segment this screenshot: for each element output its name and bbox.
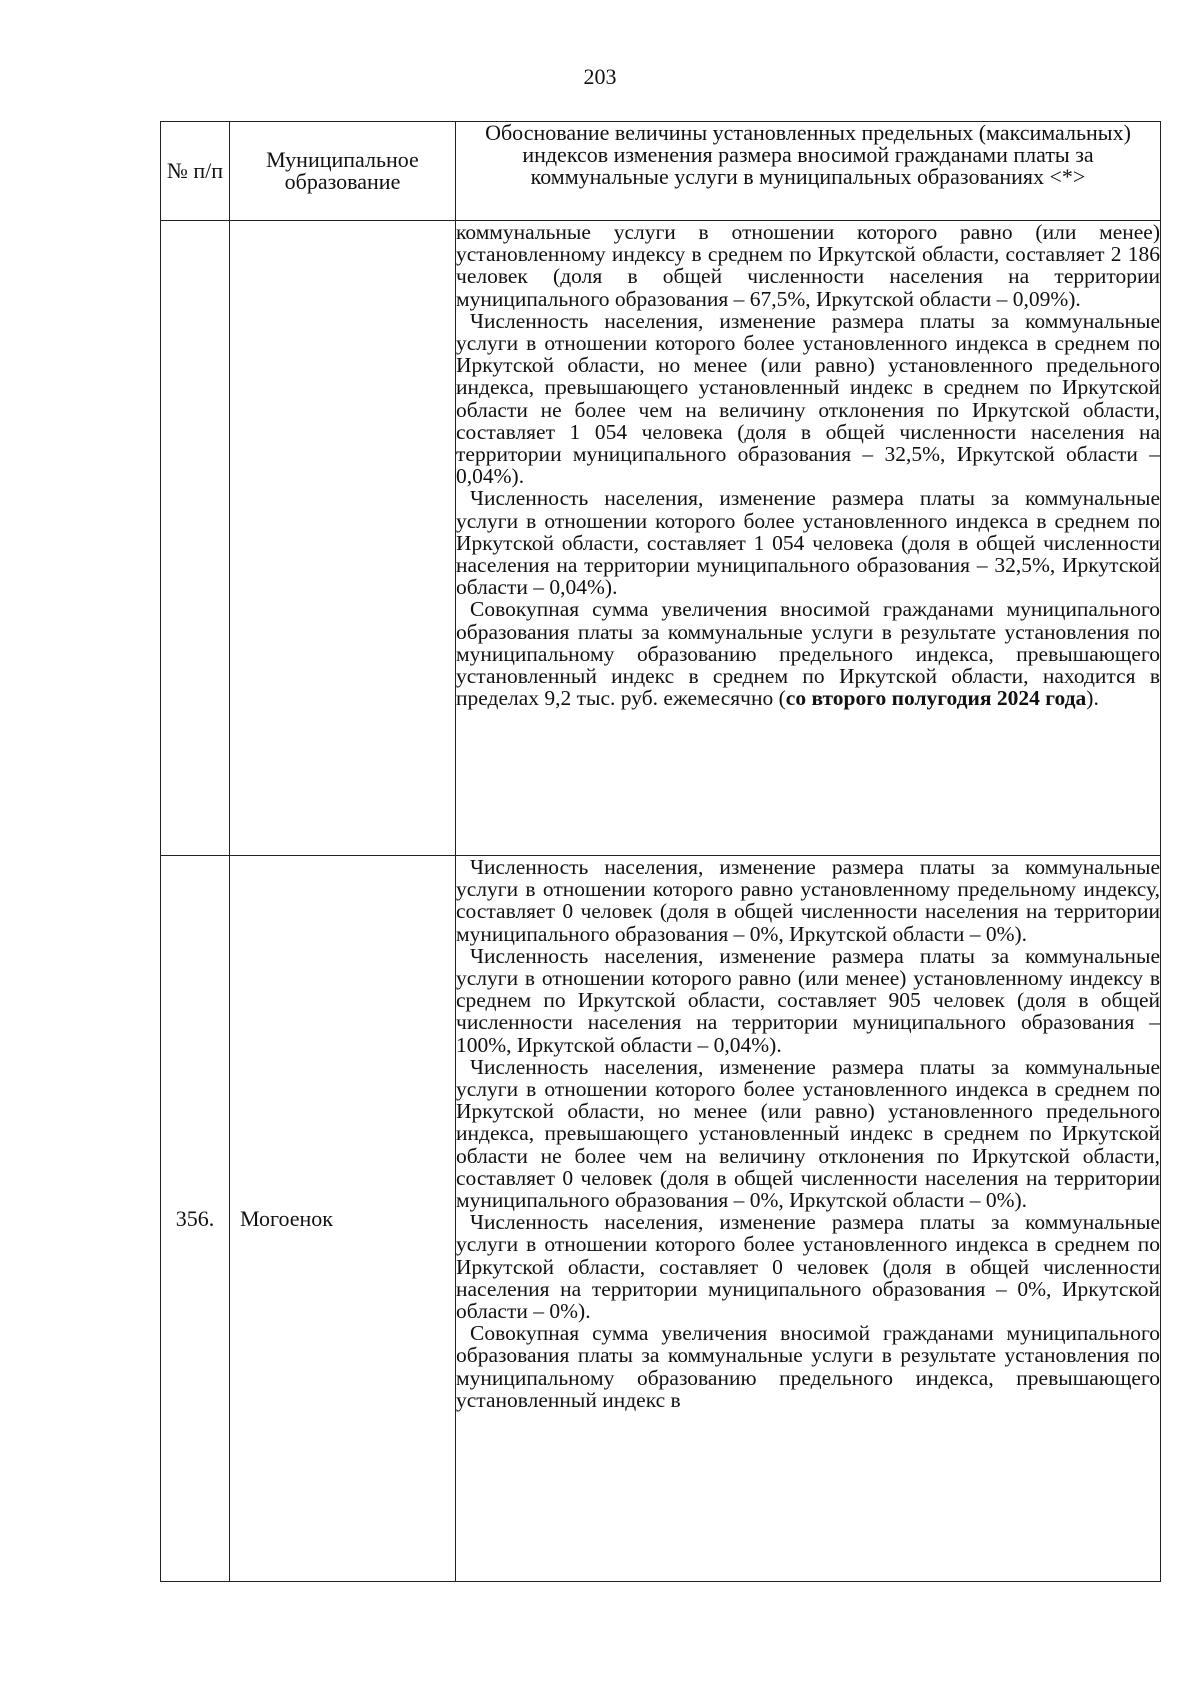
row-number <box>161 221 230 856</box>
index-justification-table <box>160 121 1161 1582</box>
paragraph: Численность населения, изменение размера платы за коммунальные услуги в отношении которого равно установленному предельному индексу, составляет 0 человек (доля в общей численности населения на территории муниципального образования – 0%, Иркутской области – 0%). <box>456 855 1160 946</box>
table-row <box>161 221 1161 856</box>
header-municipality: Муниципальное образование <box>230 122 456 221</box>
page-number: 203 <box>583 64 617 89</box>
row-municipality: Могоенок <box>230 856 456 1582</box>
row-number: 356. <box>161 856 230 1582</box>
paragraph: коммунальные услуги в отношении которого равно (или менее) установленному индексу в среднем по Иркутской области, составляет 2 186 человек (доля в общей численности населения на территории муниципального образования – 67,5%, Иркутской области – 0,09%). <box>456 220 1160 311</box>
paragraph: Численность населения, изменение размера платы за коммунальные услуги в отношении которого более установленного индекса в среднем по Иркутской области, составляет 1 054 человека (доля в общей численности населения на территории муниципального образования – 32,5%, Иркутской области – 0,04%). <box>456 486 1160 600</box>
header-num: № п/п <box>161 122 230 221</box>
paragraph-text: Совокупная сумма увеличения вносимой гражданами муниципального образования платы за коммунальные услуги в результате установления по муниципальному образованию предельного индекса, превышающего установленный индекс в среднем по Иркутской области, находится в пределах 9,2 тыс. руб. ежемесячно ( <box>456 597 1160 711</box>
period-bold-text: со второго полугодия 2024 года <box>785 686 1087 711</box>
row-justification <box>456 221 1161 856</box>
row-justification <box>456 856 1161 1582</box>
paragraph-end: ). <box>1086 686 1099 711</box>
paragraph: Численность населения, изменение размера платы за коммунальные услуги в отношении которого более установленного индекса в среднем по Иркутской области, но менее (или равно) установленного предельного индекса, превышающего установленный индекс в среднем по Иркутской области не более чем на величину отклонения по Иркутской области, составляет 0 человек (доля в общей численности населения на территории муниципального образования – 0%, Иркутской области – 0%). <box>456 1054 1160 1213</box>
table-header-row <box>161 122 1161 221</box>
row-municipality <box>230 221 456 856</box>
paragraph-total-sum <box>456 598 1160 709</box>
table-row <box>161 856 1161 1582</box>
paragraph: Совокупная сумма увеличения вносимой гражданами муниципального образования платы за коммунальные услуги в результате установления по муниципальному образованию предельного индекса, превышающего установленный индекс в <box>456 1321 1160 1412</box>
paragraph: Численность населения, изменение размера платы за коммунальные услуги в отношении которого равно (или менее) установленному индексу в среднем по Иркутской области, составляет 905 человек (доля в общей численности населения на территории муниципального образования – 100%, Иркутской области – 0,04%). <box>456 943 1160 1057</box>
header-justification: Обоснование величины установленных предельных (максимальных) индексов изменения размера вносимой гражданами платы за коммунальные услуги в муниципальных образованиях <*> <box>456 122 1161 221</box>
paragraph: Численность населения, изменение размера платы за коммунальные услуги в отношении которого более установленного индекса в среднем по Иркутской области, но менее (или равно) установленного предельного индекса, превышающего установленный индекс в среднем по Иркутской области не более чем на величину отклонения по Иркутской области, составляет 1 054 человека (доля в общей численности населения на территории муниципального образования – 32,5%, Иркутской области – 0,04%). <box>456 308 1160 489</box>
paragraph: Численность населения, изменение размера платы за коммунальные услуги в отношении которого более установленного индекса в среднем по Иркутской области, составляет 0 человек (доля в общей численности населения на территории муниципального образования – 0%, Иркутской области – 0%). <box>456 1210 1160 1324</box>
